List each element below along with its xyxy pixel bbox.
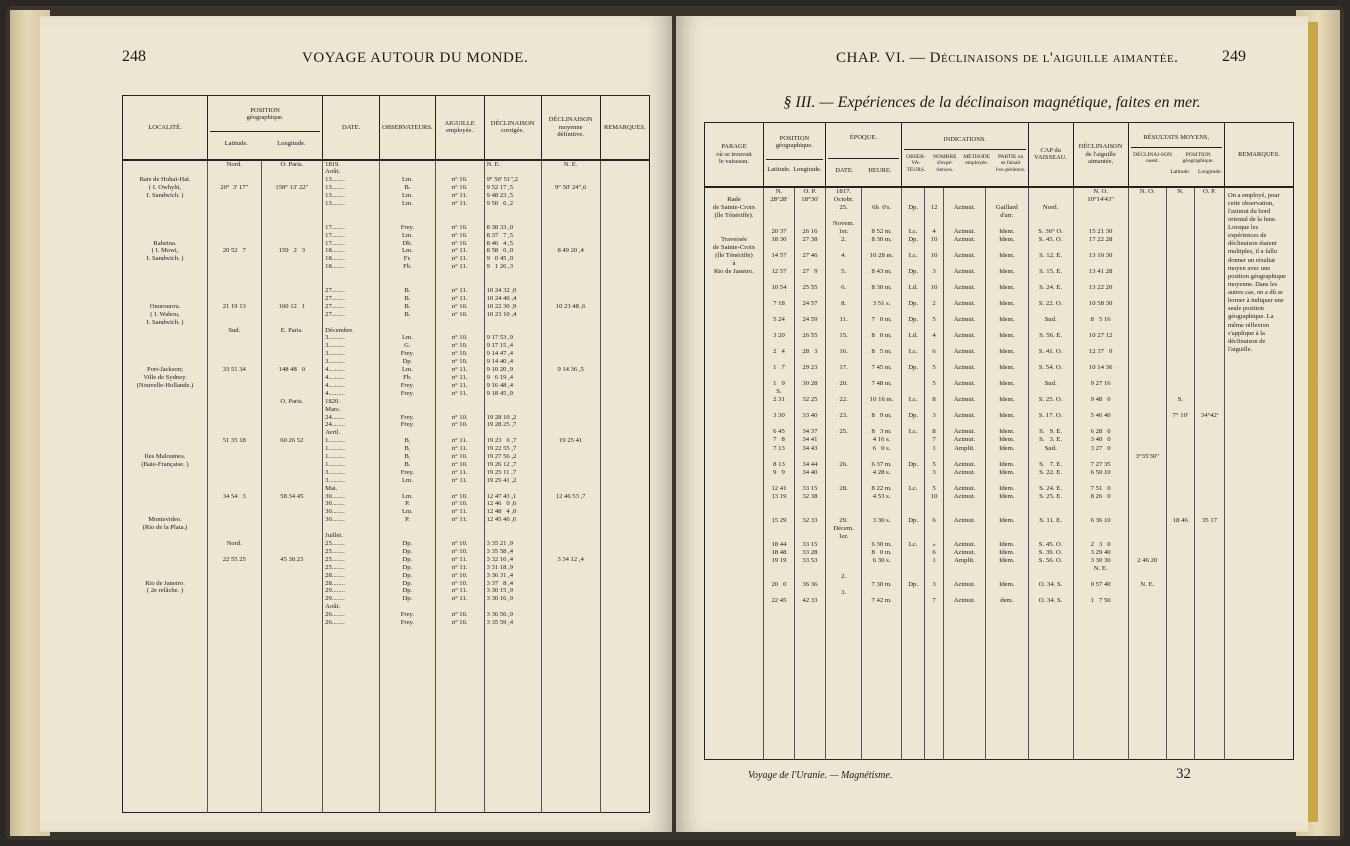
left-page-number: 248 xyxy=(122,48,146,65)
col-result-declinaison: N. O. 3°35'30" 2 46 20 N. E. xyxy=(1128,187,1166,760)
col-cap: Nord. S. 36° O. S. 45. O. S. 12. E. S. 15. E. S. 24. E. S. 22. O. Sud. S. 56. E. S. 41. O. S. 54. O. Sud. S. 25. O. S. 17. O. S. 9. E. S. 3. E. Sud. S. 7. E. S. 22. E. S. 24. E. S. 25. E. S. 11. E. S. 45. O. S. 39. O. S. 56. O. O. 34. S. O. 34. S. xyxy=(1028,187,1073,760)
col-localite: Baie de Hohaï-Haï. ( I. Owhyhi, I. Sandwich. ) Raheina. ( I. Mowi, I. Sandwich. ) Onorourou. ( I. Wahou, I. Sandwich. ) Port-Jackson; Ville de Sydney. (Nouvelle-Hollande.) Iles Malouines. (Baie-Française. ) Montevideo. (Rio de la Plata.) Rio de Janeiro. ( 2e relâche. ) xyxy=(136,176,194,595)
col-date: 1819. Août. 13........ 13........ 13........ 13........ 17........ 17........ 17........ 18........ 18........ 18........ 27........ 27........ 27........ 27........ Décembre. 3.......... 3.......... 3.......... 3.......... 4.......... 4.......... 4.......... 4.......... 1820. Mars. 24........ 24........ Avril. 1.......... 1.......... 1.......... 1.......... 3.......... 3.......... Mai. 30........ 30........ 30........ 30........ Juillet. 25........ 25........ 25........ 25........ 28........ 28........ 29........ 29........ Août. 26........ 26........ xyxy=(323,160,380,813)
header-declinaison: DÉCLINAISON de l'aiguille aimantée. xyxy=(1078,143,1123,165)
section-title: § III. — Expériences de la déclinaison magnétique, faites en mer. xyxy=(783,94,1201,111)
col-latitude: Nord. 20° 3' 17" 20 52 7 21 19 13 Sud. 33 51 34 51 35 18 34 54 3 Nord. 22 55 25 xyxy=(208,160,262,813)
header-rlat: Latitude. xyxy=(1170,168,1191,175)
header-declm: DÉCLINAISON xyxy=(548,116,593,124)
header-date: DATE. xyxy=(835,166,854,174)
header-lat: Latitude. xyxy=(224,140,248,148)
col-nombre: 12 4 10 10 3 10 2 5 4 6 5 5 8 3 8 7 1 5 3 5 10 6 » 6 1 3 7 xyxy=(925,187,943,760)
header-lon: Longitude. xyxy=(793,166,822,174)
running-head-chapter: CHAP. VI. — xyxy=(836,50,930,66)
right-declination-table xyxy=(704,122,1294,760)
header-indications: INDICATIONS. xyxy=(943,135,987,143)
left-declination-table xyxy=(122,95,650,813)
header-rdecl: DÉCLINAI-SON ouest. xyxy=(1133,152,1172,165)
running-head-title: Déclinaisons de l'aiguille aimantée. xyxy=(929,50,1179,66)
header-declm3: définitive. xyxy=(557,130,584,138)
header-lon: Longitude. xyxy=(277,140,306,148)
header-decl: DÉCLINAISON xyxy=(490,119,535,127)
header-heure: HEURE. xyxy=(868,166,892,174)
col-observateurs: Lm. B. Lm. Lm. Frey. Lm. Db. Lm. Fr. Fb. B. B. B. B. Lm. G. Frey. Dp. Lm. Fb. Frey. Frey. Frey. Frey. B. B. B. B. Frey. Lm. Lm. P. Lm. P. Dp. Dp. Dp. Dp. Dp. Dp. Dp. Dp. Frey. Frey. xyxy=(380,160,435,813)
header-epoque: ÉPOQUE. xyxy=(849,134,877,142)
header-methode: MÉTHODE employée. xyxy=(963,154,991,167)
header-rlon: Longitude. xyxy=(1198,168,1222,175)
col-remarques: On a employé, pour cette observation, l'azimut du bord oriental de la lune. Lorsque les expériences de déclinaison étaient multiples, il a fallu donner un résultat moyen avec une position géographique moyenne. Dans les autres cas, on a dû se borner à indiquer une seule position géographique. La même réflexion s'applique à la déclinaison de l'aiguille. xyxy=(1225,187,1294,760)
gilt-edge xyxy=(1308,22,1318,822)
col-longitude: O. Paris. 158° 13' 22" 159 2 3 160 12 1 E. Paris. 148 48 0 O. Paris. 60 26 52 58 34 45 45 38 23 xyxy=(261,160,323,813)
header-parage: PARAGE xyxy=(721,143,747,151)
header-date: DATE. xyxy=(342,123,361,131)
col-date: 1817. Octobr. 25. Novem. 1er. 2. 4. 5. 6. 8. 11. 15. 16. 17. 20. 22. 23. 25. 26. 28. 29. Décem. 1er. 2. 3. xyxy=(825,187,861,760)
col-result-latitude: N. S. 7° 10' 18 46 xyxy=(1166,187,1194,760)
header-declm2: moyenne xyxy=(558,123,583,131)
header-obs: OBSERVATEURS. xyxy=(382,123,433,131)
header-aig2: employée. xyxy=(446,127,474,135)
col-observateurs: Dp. Lc. Dp. Lc. Dp. Ld. Dp. Dp. Ld. Lc. Dp. Lc. Dp. Lc. Dp. Lc. Dp. Lc. Dp. xyxy=(901,187,924,760)
col-heure: 6h 0's. 8 52 m. 8 30 m. 10 28 m. 8 43 m. 8 30 m. 3 51 s. 7 0 m. 8 0 m. 8 5 m. 7 45 m. 7 48 m. 10 16 m. 8 9 m. 8 3 m. 4 16 s. 6 0 s. 6 37 m. 4 28 s. 8 22 m. 4 53 s. 3 30 s. 6 30 m. 8 0 m. 6 30 s. 7 30 m. 7 42 m. xyxy=(862,187,902,760)
col-declinaison-moyenne: N. E. 9° 50' 24",6 8 49 20 ,4 10 23 48 ,6 9 14 36 ,5 19 25 41 12 46 53 ,7 3 34 12 ,4 xyxy=(541,160,600,813)
col-result-longitude: O. P. 34°42' 35 17 xyxy=(1194,187,1224,760)
col-longitude: O. P. 18°36' 26 16 27 38 27 46 27 9 25 55 24 57 24 59 26 55 28 3 29 23 30 28 32 25 33 40 34 37 34 41 34 43 34 44 34 40 33 15 32 38 32 33 33 15 33 28 33 53 36 36 42 33 xyxy=(794,187,825,760)
header-localite: LOCALITÉ. xyxy=(148,123,182,131)
header-geo: géographique. xyxy=(246,114,284,122)
right-page-number: 249 xyxy=(1222,48,1246,65)
signature-mark: 32 xyxy=(1176,766,1191,782)
header-position: POSITION xyxy=(250,106,280,114)
header-nombre: NOMBRE d'expé-riences. xyxy=(933,154,957,173)
col-partie: Gaillard d'arr. Idem. Idem. Idem. Idem. Idem. Idem. Idem. Idem. Idem. Idem. Idem. Idem. Idem. Idem. Idem. Idem. Idem. Idem. Idem. Idem. Idem. Idem. Idem. Idem. Idem. dem. xyxy=(986,187,1029,760)
header-obs: OBSER-VA-TEURS. xyxy=(906,154,926,173)
header-rpos: POSITION géographique. xyxy=(1182,152,1214,165)
header-cap: CAP du VAISSEAU. xyxy=(1034,146,1068,162)
header-geo: géographique. xyxy=(775,142,813,150)
col-remarques xyxy=(600,160,649,813)
header-parage2: où se trouvait xyxy=(716,150,752,158)
col-methode: Azimut. Azimut. Azimut. Azimut. Azimut. Azimut. Azimut. Azimut. Azimut. Azimut. Azimut. Azimut. Azimut. Azimut. Azimut. Azimut. Amplit. Azimut. Azimut. Azimut. Azimut. Azimut. Azimut. Azimut. Amplit. Azimut. Azimut. xyxy=(943,187,985,760)
col-parage: Rade de Sainte-Croix (île Ténériffe). Traversée de Sainte-Croix (île Ténériffe) à Rio de Janeiro. xyxy=(712,195,756,275)
header-lat: Latitude. xyxy=(767,166,791,174)
col-declinaison: N. O. 10°14'43" 15 21 30 17 22 28 13 10 30 13 41 28 13 22 20 10 58 30 8 5 16 10 27 12 12 37 0 10 14 36 9 27 16 9 48 0 5 46 40 6 28 0 3 40 0 3 27 0 7 27 35 6 50 10 7 51 0 8 26 0 6 36 10 2 3 0 3 29 40 3 30 30 N. E. 0 57 40 1 7 50 xyxy=(1073,187,1128,760)
header-partie: PARTIE où se faisait l'ex-périence. xyxy=(995,154,1026,173)
right-running-head xyxy=(836,50,1178,67)
col-latitude: N. 28°28' 20 37 18 30 14 57 12 57 10 54 7 18 5 24 3 20 2 4 1 7 1 9 S. 2 31 3 30 6 45 7 8 7 13 8 13 9 9 12 41 13 19 15 29 18 44 18 48 19 19 20 0 22 45 xyxy=(764,187,795,760)
header-position: POSITION xyxy=(779,134,810,142)
header-remarques: REMARQUES. xyxy=(1238,150,1280,158)
header-aig: AIGUILLE xyxy=(444,119,475,127)
header-resultats: RÉSULTATS MOYENS. xyxy=(1143,133,1210,141)
col-declinaison: N. E. 9° 50' 51",2 9 52 17 ,5 9 48 23 ,5 9 50 6 ,2 8 38 33 ,0 8 37 7 ,5 8 46 4 ,5 8 58 6 ,0 9 0 45 ,0 9 1 26 ,3 10 24 32 ,0 10 24 40 ,4 10 22 30 ,9 10 23 10 ,4 9 17 53 ,9 9 17 15 ,4 9 14 47 ,4 9 14 40 ,4 9 10 20 ,9 9 6 19 ,4 9 16 48 ,4 9 18 45 ,9 19 28 10 ,2 19 28 25 ,7 19 23 6 ,7 19 22 55 ,7 19 27 56 ,2 19 26 12 ,7 19 25 11 ,7 19 25 41 ,2 12 47 43 ,1 12 46 0 ,6 12 48 4 ,0 12 45 46 ,6 3 35 21 ,9 3 35 58 ,4 3 32 16 ,4 3 31 18 ,9 3 36 31 ,4 3 37 8 ,4 3 30 15 ,9 3 30 16 ,9 3 36 56 ,9 3 35 59 ,4 xyxy=(484,160,541,813)
page-footer: Voyage de l'Uranie. — Magnétisme. xyxy=(748,770,893,781)
header-remarques: REMARQUES. xyxy=(603,123,646,131)
col-aiguille: n° 10. n° 10. n° 11. n° 11. n° 10. n° 10. n° 10. n° 11. n° 11. n° 11. n° 11. n° 11. n° 10. n° 10. n° 10. n° 10. n° 10. n° 10. n° 11. n° 11. n° 11. n° 11. n° 10. n° 10. n° 11. n° 11. n° 10. n° 10. n° 11. n° 11. n° 10. n° 10. n° 11. n° 11. n° 10. n° 10. n° 11. n° 11. n° 10. n° 10. n° 11. n° 11. n° 10. n° 10. xyxy=(435,160,484,813)
header-decl2: corrigée. xyxy=(501,127,525,135)
header-parage3: le vaisseau. xyxy=(719,157,749,165)
left-running-head: VOYAGE AUTOUR DU MONDE. xyxy=(302,50,529,66)
